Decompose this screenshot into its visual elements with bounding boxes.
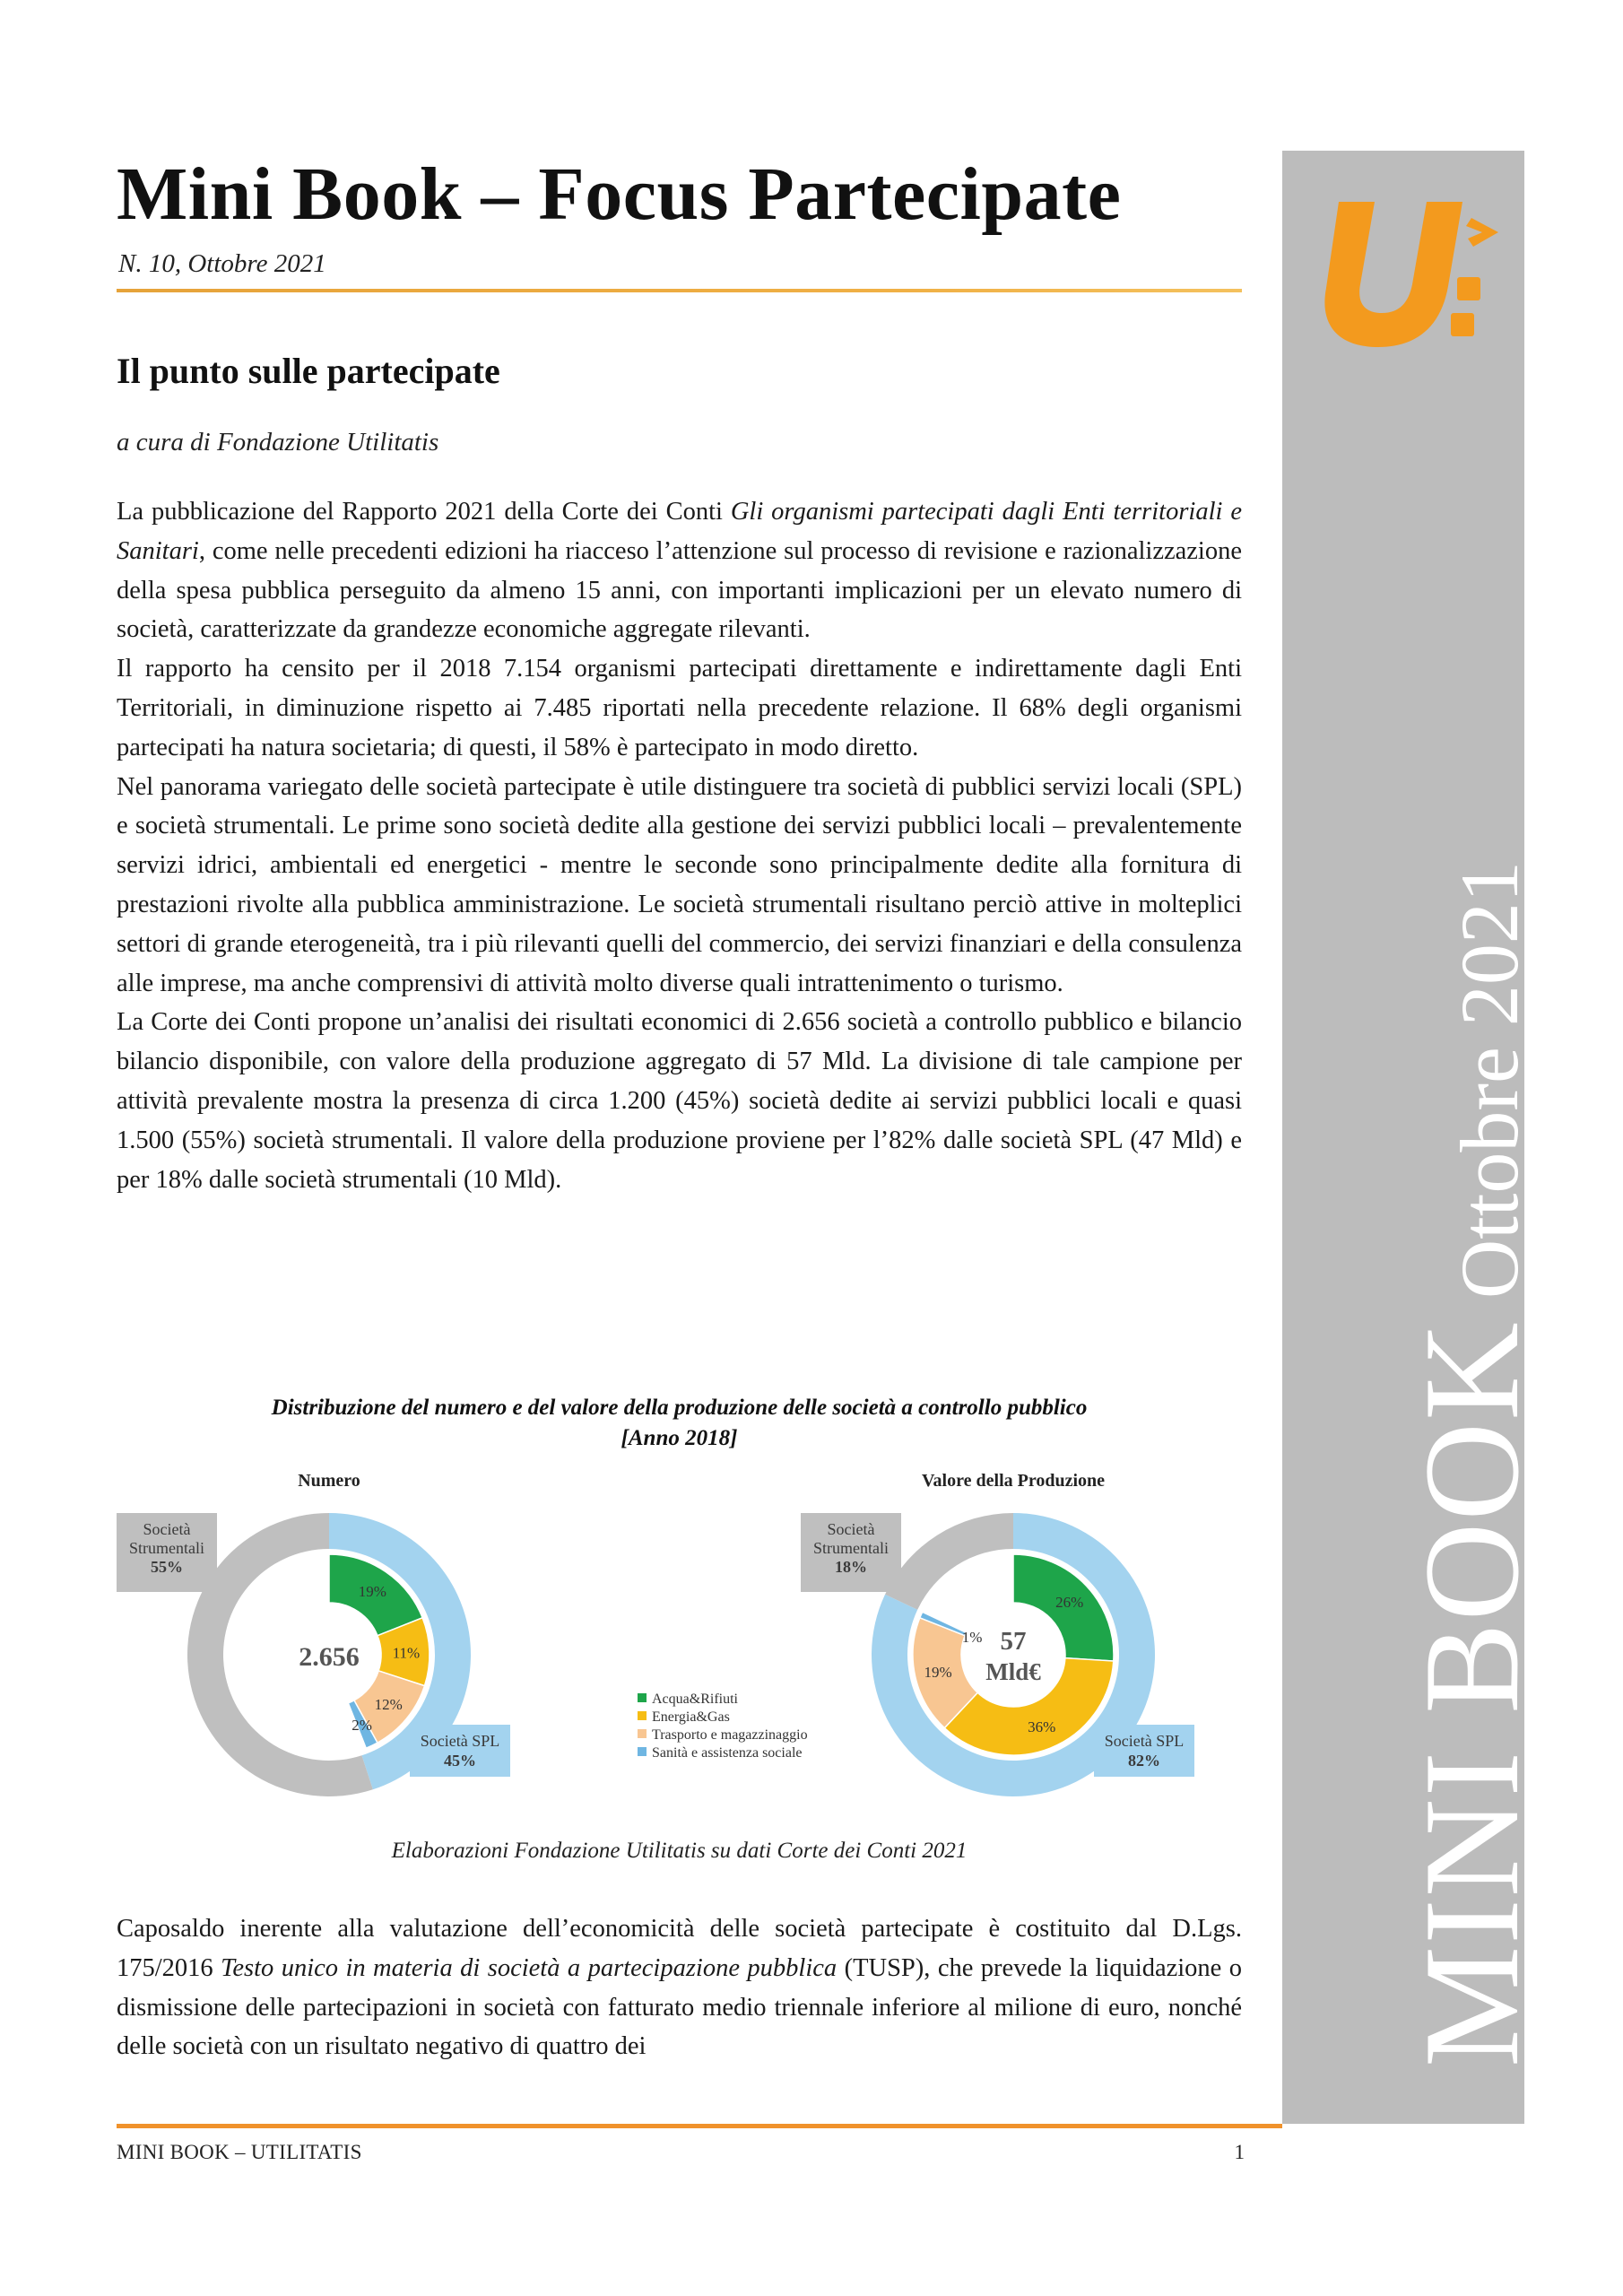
paragraph: Nel panorama variegato delle società partecipate è utile distinguere tra società di pubblici servizi locali (SPL) e società strumentali. Le prime sono società dedite alla gestione dei servizi pubblici locali – prevalentemente servizi idrici, ambientali ed energetici - mentre le seconde sono principalmente dedite alla fornitura di prestazioni rivolte alla pubblica amministrazione. Le società strumentali risultano perciò attive in molteplici settori di grande eterogeneità, tra i più rilevanti quelli del commercio, dei servizi finanziari e della consulenza alle imprese, ma anche comprensivi di attività molto diverse quali intrattenimento o turismo. <box>117 772 1242 997</box>
paragraph-text: La pubblicazione del Rapporto 2021 della Corte dei Conti <box>117 498 731 526</box>
author-line: a cura di Fondazione Utilitatis <box>117 428 439 457</box>
donut-center-value: 57 <box>1000 1627 1027 1656</box>
paragraph <box>117 492 1242 649</box>
label-strumentali-text: Strumentali <box>813 1539 889 1557</box>
label-strumentali-text: Società <box>143 1520 191 1538</box>
issue-number: N. 10, Ottobre 2021 <box>118 249 326 278</box>
label-spl-text: Società SPL <box>420 1732 500 1750</box>
utilitatis-logo-icon <box>1323 202 1502 350</box>
footer-label: MINI BOOK – UTILITATIS <box>117 2141 362 2163</box>
inner-segment-label: 2% <box>352 1716 372 1734</box>
paragraph: La Corte dei Conti propone un’analisi dei risultati economici di 2.656 società a controllo pubblico e bilancio bilancio disponibile, con valore della produzione aggregato di 57 Mld. La divisione di tale campione per attività prevalente mostra la presenza di circa 1.200 (45%) società dedite ai servizi pubblici locali e quasi 1.500 (55%) società strumentali. Il valore della produzione proviene per l’82% dalle società SPL (47 Mld) e per 18% dalle società strumentali (10 Mld). <box>117 1008 1242 1194</box>
chart-caption: Elaborazioni Fondazione Utilitatis su dati Corte dei Conti 2021 <box>391 1839 968 1863</box>
legend-label: Sanità e assistenza sociale <box>652 1745 803 1761</box>
donut-center-value: 2.656 <box>299 1642 360 1672</box>
outer-segment-strumentali <box>885 1513 1013 1610</box>
donut-chart-valore <box>801 1471 1194 1796</box>
inner-segment-label: 11% <box>392 1644 421 1662</box>
paragraph <box>117 1909 1242 2066</box>
chart-title-line: Distribuzione del numero e del valore della produzione delle società a controllo pubblico <box>271 1396 1088 1420</box>
page-number: 1 <box>1234 2141 1245 2163</box>
logo-dot <box>1457 277 1480 300</box>
legend-label: Acqua&Rifiuti <box>652 1692 738 1707</box>
inner-segment-label: 36% <box>1028 1718 1056 1735</box>
donut-chart-numero <box>117 1471 510 1796</box>
donut-title: Numero <box>298 1471 360 1491</box>
legend-label: Energia&Gas <box>652 1709 730 1725</box>
sidebar-title-big: MINI BOOK <box>1396 1320 1547 2067</box>
chart-title-year: [Anno 2018] <box>621 1426 738 1450</box>
legend-swatch <box>638 1747 647 1756</box>
law-title: Testo unico in materia di società a partecipazione pubblica <box>221 1953 838 1982</box>
legend-swatch <box>638 1729 647 1738</box>
report-title: Gli organismi partecipati dagli Enti territoriali e Sanitari <box>117 498 1242 565</box>
logo-dot <box>1451 313 1474 336</box>
legend-swatch <box>638 1711 647 1720</box>
paragraph-text: Caposaldo inerente alla valutazione dell’economicità delle società partecipate è costituito dal D.Lgs. 175/2016 <box>117 1915 1242 1982</box>
inner-segment-label: 26% <box>1055 1594 1084 1612</box>
inner-segment-label: 12% <box>374 1695 403 1713</box>
label-strumentali-text: 55% <box>151 1558 183 1576</box>
logo-chevron <box>1466 218 1498 247</box>
label-strumentali-text: Società <box>827 1520 875 1538</box>
donut-title: Valore della Produzione <box>921 1471 1106 1491</box>
inner-segment-label: 19% <box>924 1663 952 1681</box>
paragraph-text: (TUSP), che prevede la liquidazione o dismissione delle partecipazioni in società con fatturato medio triennale inferiore al milione di euro, nonché delle società con un risultato negativo di quattro dei <box>117 1953 1242 2061</box>
label-spl-text: 82% <box>1128 1752 1160 1770</box>
legend-label: Trasporto e magazzinaggio <box>652 1727 808 1743</box>
paragraph-text: , come nelle precedenti edizioni ha riacceso l’attenzione sul processo di revisione e razionalizzazione della spesa pubblica perseguito da almeno 15 anni, con importanti implicazioni per un elevato numero di società, caratterizzate da grandezze economiche aggregate rilevanti. <box>117 536 1242 644</box>
sidebar-title-date: Ottobre 2021 <box>1444 861 1535 1300</box>
label-strumentali-text: Strumentali <box>129 1539 204 1557</box>
body-text-continued <box>117 1909 1242 2066</box>
inner-segment-label: 19% <box>358 1582 386 1600</box>
label-strumentali-text: 18% <box>835 1558 867 1576</box>
legend-swatch <box>638 1693 647 1702</box>
chart-legend <box>638 1692 808 1761</box>
sidebar-vertical-title <box>1396 861 1547 2067</box>
page-title: Mini Book – Focus Partecipate <box>117 152 1122 236</box>
paragraph: Il rapporto ha censito per il 2018 7.154 organismi partecipati direttamente e indirettamente dagli Enti Territoriali, in diminuzione rispetto ai 7.485 riportati nella precedente relazione. Il 68% degli organismi partecipati ha natura societaria; di questi, il 58% è partecipato in modo diretto. <box>117 655 1242 761</box>
donut-charts <box>112 1460 1251 1828</box>
title-divider <box>117 289 1242 292</box>
body-text-intro <box>117 492 1242 1199</box>
footer-divider <box>117 2124 1282 2128</box>
chart-title <box>117 1393 1242 1454</box>
section-heading: Il punto sulle partecipate <box>117 351 500 391</box>
label-spl-text: Società SPL <box>1104 1732 1185 1750</box>
donut-center-unit: Mld€ <box>985 1658 1041 1685</box>
label-spl-text: 45% <box>444 1752 476 1770</box>
logo-letter-u <box>1324 202 1462 347</box>
inner-segment-label: 1% <box>961 1629 983 1647</box>
